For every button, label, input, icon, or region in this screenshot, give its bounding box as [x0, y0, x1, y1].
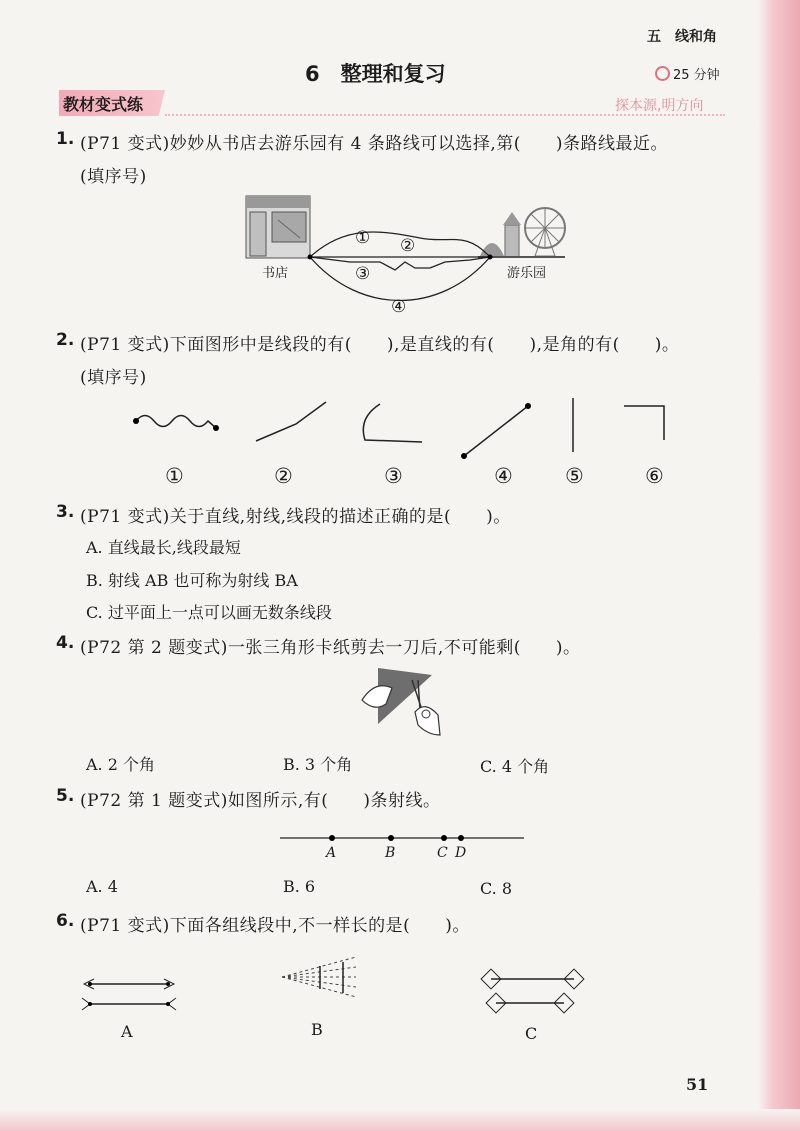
option-b: B. 6 — [283, 877, 316, 896]
bookstore-label: 书店 — [262, 266, 289, 281]
question-4-text: (P72 第 2 题变式)一张三角形卡纸剪去一刀后,不可能剩( )。 — [80, 638, 581, 658]
point-label: D — [455, 845, 467, 861]
question-number: 4. — [56, 633, 75, 653]
option-c: C. 4 个角 — [480, 757, 550, 776]
section-tagline: 探本源,明方向 — [615, 98, 704, 114]
option-c: C. 过平面上一点可以画无数条线段 — [86, 603, 332, 622]
figure-label: ③ — [384, 464, 403, 488]
question-1-text: (P71 变式)妙妙从书店去游乐园有 4 条路线可以选择,第( )条路线最近。 — [80, 134, 669, 154]
section-title: 教材变式练 — [63, 95, 144, 114]
route-label: ② — [400, 236, 416, 256]
question-number: 1. — [56, 129, 75, 149]
point-label: A — [326, 845, 337, 861]
question-number: 3. — [56, 502, 75, 522]
page-number: 51 — [686, 1075, 709, 1094]
option-a: A. 4 — [86, 877, 118, 896]
figure-label: B — [311, 1020, 323, 1039]
question-number: 6. — [56, 911, 75, 931]
unit-header: 五 线和角 — [647, 29, 717, 45]
option-c: C. 8 — [480, 879, 513, 898]
question-2-text-cont: (填序号) — [80, 368, 147, 388]
question-1-text-cont: (填序号) — [80, 167, 147, 187]
park-label: 游乐园 — [507, 266, 547, 281]
option-a: A. 2 个角 — [86, 755, 155, 774]
time-label: 25 分钟 — [673, 68, 720, 83]
question-number: 2. — [56, 330, 75, 350]
route-label: ④ — [391, 297, 407, 317]
figure-label: ② — [274, 464, 293, 488]
option-b: B. 射线 AB 也可称为射线 BA — [86, 571, 298, 590]
route-label: ① — [355, 228, 371, 248]
page-title: 6 整理和复习 — [305, 62, 446, 86]
route-label: ③ — [355, 264, 371, 284]
figure-label: C — [525, 1024, 538, 1043]
figure-label: ① — [165, 464, 184, 488]
question-2-text: (P71 变式)下面图形中是线段的有( ),是直线的有( ),是角的有( )。 — [80, 335, 680, 355]
option-a: A. 直线最长,线段最短 — [86, 538, 241, 557]
question-6-text: (P71 变式)下面各组线段中,不一样长的是( )。 — [80, 916, 470, 936]
figure-label: ⑤ — [565, 464, 584, 488]
question-3-text: (P71 变式)关于直线,射线,线段的描述正确的是( )。 — [80, 507, 511, 527]
point-label: B — [385, 845, 396, 861]
figure-label: ⑥ — [645, 464, 664, 488]
question-5-text: (P72 第 1 题变式)如图所示,有( )条射线。 — [80, 791, 441, 811]
figure-label: ④ — [494, 464, 513, 488]
question-number: 5. — [56, 786, 75, 806]
option-b: B. 3 个角 — [283, 755, 353, 774]
figure-label: A — [121, 1022, 133, 1041]
point-label: C — [437, 845, 448, 861]
